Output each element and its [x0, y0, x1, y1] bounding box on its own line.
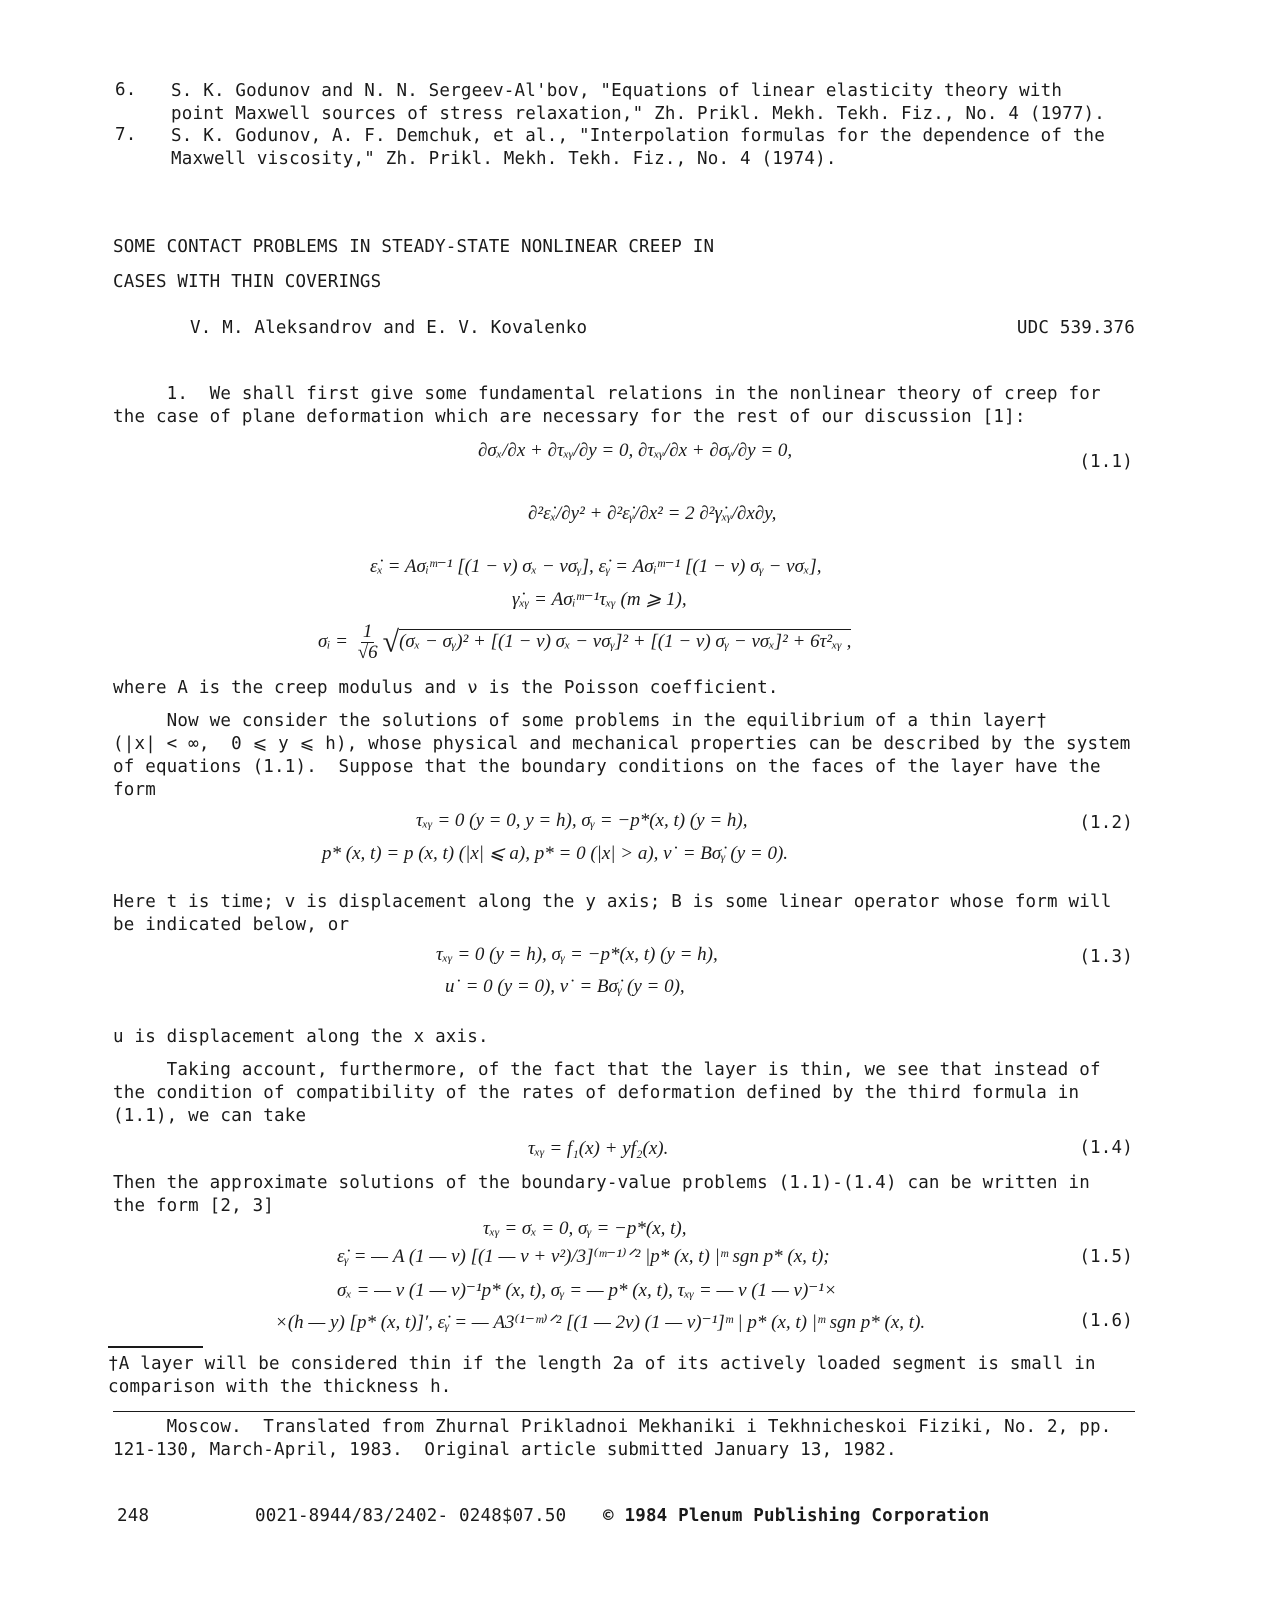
translation-rule [113, 1411, 1135, 1412]
body-line: (1.1), we can take [113, 1106, 307, 1126]
equation-number-1-5: (1.5) [1079, 1247, 1133, 1267]
body-line: be indicated below, or [113, 915, 350, 935]
equation-number-1-6: (1.6) [1079, 1311, 1133, 1331]
article-authors: V. M. Aleksandrov and E. V. Kovalenko [190, 318, 588, 338]
equation-1-1-e: σᵢ = $\frac{1}{√6}$ √(σₓ − σᵧ)² + [(1 − ν) σₓ − νσᵧ]² + [(1 − ν) σᵧ − νσₓ]² + 6τ²ₓᵧ , [318, 621, 852, 663]
article-title-line-2: CASES WITH THIN COVERINGS [113, 272, 382, 292]
footnote-line: †A layer will be considered thin if the length 2a of its actively loaded segment is small in [108, 1354, 1096, 1374]
body-line: Then the approximate solutions of the boundary-value problems (1.1)-(1.4) can be written in [113, 1173, 1090, 1193]
publication-code: 0021-8944/83/2402- 0248$07.50 [255, 1506, 567, 1526]
equation-lhs: σᵢ = [318, 630, 353, 652]
translation-note-line: 121-130, March-April, 1983. Original article submitted January 13, 1982. [113, 1440, 897, 1460]
equation-1-5-b: ε̇ᵧ = — A (1 — ν) [(1 — ν + ν²)/3]⁽ᵐ⁻¹⁾ᐟ² |p* (x, t) |ᵐ sgn p* (x, t); [337, 1246, 830, 1267]
equation-1-6-a: σₓ = — ν (1 — ν)⁻¹p* (x, t), σᵧ = — p* (x, t), τₓᵧ = — ν (1 — ν)⁻¹× [337, 1280, 837, 1301]
equation-1-1-c: ε̇ₓ = Aσᵢᵐ⁻¹ [(1 − ν) σₓ − νσᵧ], ε̇ᵧ = Aσᵢᵐ⁻¹ [(1 − ν) σᵧ − νσₓ], [370, 556, 822, 577]
equation-1-2-a: τₓᵧ = 0 (y = 0, y = h), σᵧ = −p*(x, t) (y = h), [416, 810, 748, 831]
body-line: the case of plane deformation which are necessary for the rest of our discussion [1]: [113, 407, 1026, 427]
equation-1-3-a: τₓᵧ = 0 (y = h), σᵧ = −p*(x, t) (y = h), [436, 944, 718, 965]
reference-number: 7. [115, 125, 137, 145]
reference-text: point Maxwell sources of stress relaxation," Zh. Prikl. Mekh. Tekh. Fiz., No. 4 (1977). [171, 104, 1106, 124]
body-line: Now we consider the solutions of some problems in the equilibrium of a thin layer† [113, 711, 1048, 731]
reference-text: S. K. Godunov, A. F. Demchuk, et al., "Interpolation formulas for the dependence of the [171, 126, 1106, 146]
equation-1-4: τₓᵧ = f₁(x) + yf₂(x). [528, 1138, 669, 1159]
reference-text: S. K. Godunov and N. N. Sergeev-Al'bov, "Equations of linear elasticity theory with [171, 81, 1063, 101]
reference-number: 6. [115, 80, 137, 100]
body-line: 1. We shall first give some fundamental relations in the nonlinear theory of creep for [113, 384, 1101, 404]
body-line: form [113, 780, 156, 800]
equation-1-1-b: ∂²ε̇ₓ/∂y² + ∂²ε̇ᵧ/∂x² = 2 ∂²γ̇ₓᵧ/∂x∂y, [528, 503, 777, 524]
copyright-notice: © 1984 Plenum Publishing Corporation [603, 1506, 990, 1526]
body-line: the form [2, 3] [113, 1196, 275, 1216]
equation-1-1-a: ∂σₓ/∂x + ∂τₓᵧ/∂y = 0, ∂τₓᵧ/∂x + ∂σᵧ/∂y = 0, [478, 440, 793, 461]
equation-1-6-b: ×(h — y) [p* (x, t)]′, ε̇ᵧ = — A3⁽¹⁻ᵐ⁾ᐟ² [(1 — 2ν) (1 — ν)⁻¹]ᵐ | p* (x, t) |ᵐ sgn p* (x, t). [275, 1312, 926, 1333]
reference-text: Maxwell viscosity," Zh. Prikl. Mekh. Tekh. Fiz., No. 4 (1974). [171, 149, 837, 169]
body-line: Taking account, furthermore, of the fact that the layer is thin, we see that instead of [113, 1060, 1101, 1080]
article-title-line-1: SOME CONTACT PROBLEMS IN STEADY-STATE NONLINEAR CREEP IN [113, 237, 715, 257]
radicand: (σₓ − σᵧ)² + [(1 − ν) σₓ − νσᵧ]² + [(1 − ν) σᵧ − νσₓ]² + 6τ²ₓᵧ , [399, 630, 852, 652]
equation-1-5-a: τₓᵧ = σₓ = 0, σᵧ = −p*(x, t), [483, 1218, 687, 1239]
page-number: 248 [117, 1506, 150, 1526]
body-line: where A is the creep modulus and ν is the Poisson coefficient. [113, 678, 779, 698]
equation-number-1-2: (1.2) [1079, 813, 1133, 833]
equation-number-1-4: (1.4) [1079, 1138, 1133, 1158]
one-over-root-six: $\frac{1}{√6}$ [357, 621, 378, 663]
equation-number-1-1: (1.1) [1079, 452, 1133, 472]
equation-1-1-d: γ̇ₓᵧ = Aσᵢᵐ⁻¹τₓᵧ (m ⩾ 1), [512, 589, 687, 610]
equation-number-1-3: (1.3) [1079, 947, 1133, 967]
body-line: u is displacement along the x axis. [113, 1027, 489, 1047]
body-line: (|x| < ∞, 0 ⩽ y ⩽ h), whose physical and mechanical properties can be described by the system [113, 734, 1131, 754]
footnote-rule [108, 1346, 203, 1348]
equation-1-3-b: u˙ = 0 (y = 0), v˙ = Bσ̇ᵧ (y = 0), [445, 976, 685, 997]
udc-code: UDC 539.376 [1016, 318, 1135, 338]
equation-1-2-b: p* (x, t) = p (x, t) (|x| ⩽ a), p* = 0 (|x| > a), v˙ = Bσ̇ᵧ (y = 0). [322, 843, 789, 864]
body-line: Here t is time; v is displacement along the y axis; B is some linear operator whose form will [113, 892, 1112, 912]
body-line: of equations (1.1). Suppose that the boundary conditions on the faces of the layer have the [113, 757, 1101, 777]
footnote-line: comparison with the thickness h. [108, 1377, 452, 1397]
body-line: the condition of compatibility of the rates of deformation defined by the third formula in [113, 1083, 1080, 1103]
translation-note-line: Moscow. Translated from Zhurnal Prikladnoi Mekhaniki i Tekhnicheskoi Fiziki, No. 2, pp. [113, 1417, 1112, 1437]
